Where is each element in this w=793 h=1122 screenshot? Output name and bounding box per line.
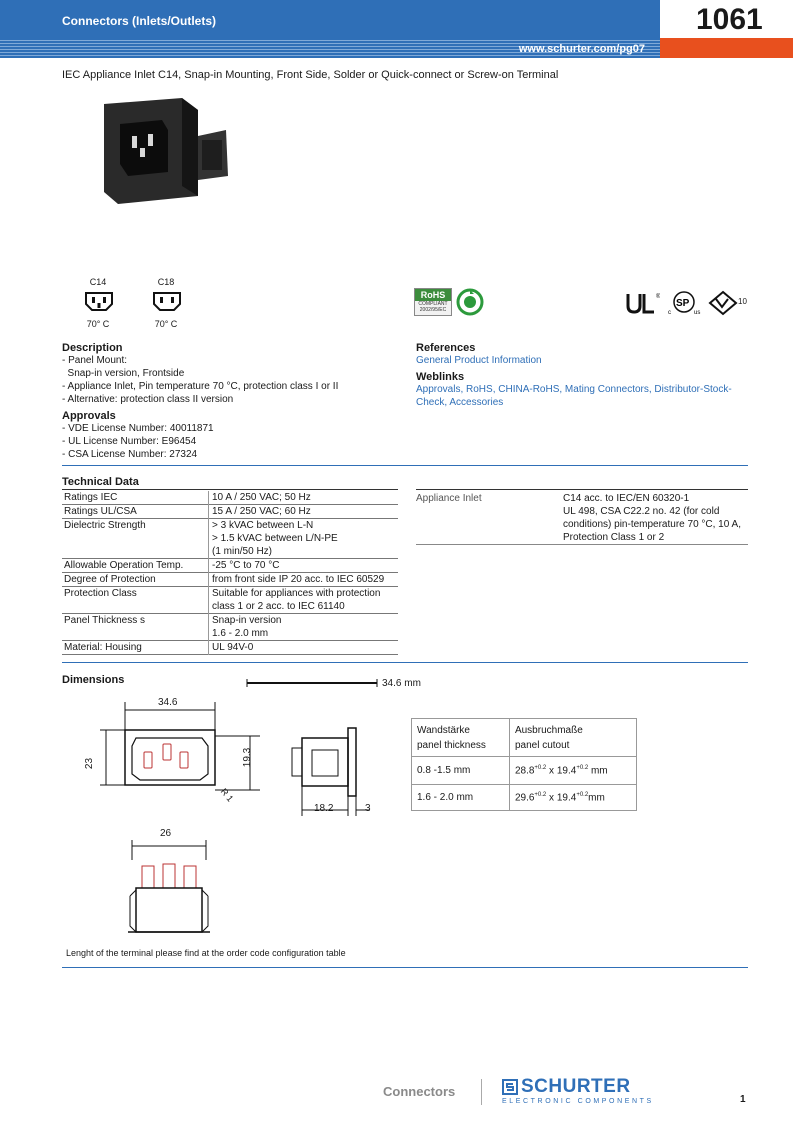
- table-cell: [509, 785, 636, 811]
- appliance-inlet-label: Appliance Inlet: [416, 493, 482, 504]
- table-cell: [509, 757, 636, 785]
- tech-label: Degree of Protection: [64, 574, 156, 585]
- pin-c18-name: C18: [157, 277, 175, 287]
- tech-label: Ratings UL/CSA: [64, 506, 137, 517]
- ul-recognized-icon: [624, 290, 660, 316]
- dim-flange: 3: [365, 803, 371, 814]
- vde-icon: [708, 290, 738, 316]
- appliance-inlet-value: Protection Class 1 or 2: [563, 532, 665, 543]
- dim-depth: 18.2: [314, 803, 334, 814]
- description-line: - Alternative: protection class II version: [62, 394, 234, 405]
- cutout-height: x 19.4: [546, 792, 577, 804]
- section-divider: [62, 465, 748, 466]
- dim-bottom-width: 26: [160, 828, 172, 839]
- tech-label: Allowable Operation Temp.: [64, 560, 184, 571]
- tech-right-row-rule: [416, 544, 748, 545]
- technical-data-title: Technical Data: [62, 476, 139, 488]
- dimensions-title: Dimensions: [62, 674, 125, 686]
- tech-value: (1 min/50 Hz): [212, 546, 273, 557]
- tech-header-rule: [62, 489, 398, 490]
- description-line: Snap-in version, Frontside: [62, 368, 185, 379]
- header-en: panel thickness: [417, 739, 486, 751]
- tech-value: UL 94V-0: [212, 642, 254, 653]
- cutout-width: 28.8: [514, 765, 535, 777]
- cutout-height: x 19.4: [546, 765, 577, 777]
- schurter-logo-icon: [502, 1079, 518, 1095]
- product-subtitle: IEC Appliance Inlet C14, Snap-in Mounting, Front Side, Solder or Quick-connect or Screw-on Terminal: [62, 69, 559, 81]
- dim-width: 34.6: [158, 697, 178, 708]
- pin-c14-temp: 70° C: [86, 319, 110, 329]
- scale-label: 34.6 mm: [382, 678, 421, 689]
- approval-line: - VDE License Number: 40011871: [62, 423, 214, 434]
- description-title: Description: [62, 342, 123, 354]
- tolerance: +0.2: [576, 791, 589, 798]
- rohs-badge-title: RoHS: [415, 289, 451, 301]
- tolerance: +0.2: [534, 791, 547, 798]
- svg-text:SP: SP: [676, 298, 690, 309]
- header-accent: [660, 38, 793, 58]
- tech-value: from front side IP 20 acc. to IEC 60529: [212, 574, 385, 585]
- tech-label: Material: Housing: [64, 642, 142, 653]
- scale-bar: [246, 677, 378, 689]
- dimension-drawing: [60, 690, 390, 950]
- rohs-badge: [414, 288, 452, 316]
- description-line: - Appliance Inlet, Pin temperature 70 °C, protection class I or II: [62, 381, 339, 392]
- page-number: 1: [740, 1094, 746, 1105]
- weblinks-line-2[interactable]: Check, Accessories: [416, 397, 504, 408]
- table-header-cell: [412, 719, 510, 757]
- dim-cutout-height: 19.3: [242, 747, 254, 768]
- series-number: 1061: [660, 0, 793, 38]
- approvals-title: Approvals: [62, 410, 116, 422]
- section-divider: [62, 967, 748, 968]
- tolerance: +0.2: [534, 764, 547, 771]
- header-de: Ausbruchmaße: [514, 724, 583, 736]
- csa-us-icon: [668, 290, 704, 316]
- china-rohs-icon: [456, 288, 484, 316]
- tech-label: Dielectric Strength: [64, 520, 146, 531]
- cutout-unit: mm: [588, 765, 608, 777]
- footer-section-label: Connectors: [383, 1084, 456, 1099]
- appliance-inlet-value: C14 acc. to IEC/EN 60320-1: [563, 493, 690, 504]
- rohs-badge-compliant: COMPLIANT: [418, 301, 448, 307]
- tech-label: Ratings IEC: [64, 492, 118, 503]
- footer-divider: [481, 1079, 482, 1105]
- terminal-length-note: Lenght of the terminal please find at the order code configuration table: [66, 948, 346, 958]
- appliance-inlet-value: UL 498, CSA C22.2 no. 42 (for cold: [563, 506, 720, 517]
- tech-value: 1.6 - 2.0 mm: [212, 628, 269, 639]
- schurter-logo-subtitle: ELECTRONIC COMPONENTS: [502, 1098, 654, 1105]
- tech-right-header-rule: [416, 489, 748, 490]
- header-en: panel cutout: [514, 739, 570, 751]
- tech-label: Panel Thickness s: [64, 615, 145, 626]
- svg-text:us: us: [694, 310, 701, 316]
- table-cell: 1.6 - 2.0 mm: [412, 785, 510, 811]
- product-image: [98, 96, 230, 208]
- c18-pin-icon: [150, 290, 184, 312]
- tech-value: Suitable for appliances with protection: [212, 588, 381, 599]
- vde-number: 10: [738, 297, 747, 306]
- panel-cutout-table: [411, 718, 637, 811]
- header-url-link[interactable]: www.schurter.com/pg07: [518, 43, 645, 55]
- approval-line: - UL License Number: E96454: [62, 436, 197, 447]
- pin-c14-name: C14: [89, 277, 107, 287]
- general-product-info-link[interactable]: General Product Information: [416, 355, 542, 366]
- pin-c18-temp: 70° C: [154, 319, 178, 329]
- tech-column-divider: [208, 491, 209, 655]
- table-cell: 0.8 -1.5 mm: [412, 757, 510, 785]
- tolerance: +0.2: [576, 764, 589, 771]
- rohs-badge-directive: 2002/95/EC: [419, 307, 447, 313]
- svg-text:c: c: [668, 310, 671, 316]
- description-line: - Panel Mount:: [62, 355, 128, 366]
- approval-line: - CSA License Number: 27324: [62, 449, 198, 460]
- weblinks-title: Weblinks: [416, 371, 465, 383]
- tech-value: > 1.5 kVAC between L/N-PE: [212, 533, 338, 544]
- svg-text:®: ®: [656, 294, 660, 300]
- tech-label: Protection Class: [64, 588, 137, 599]
- section-divider: [62, 662, 748, 663]
- c14-pin-icon: [82, 290, 116, 312]
- dim-radius: R 1: [218, 786, 236, 804]
- tech-value: -25 °C to 70 °C: [212, 560, 280, 571]
- dim-height: 23: [84, 757, 96, 770]
- table-header-cell: [509, 719, 636, 757]
- tech-value: Snap-in version: [212, 615, 282, 626]
- weblinks-line-1[interactable]: Approvals, RoHS, CHINA-RoHS, Mating Connectors, Distributor-Stock-: [416, 384, 732, 395]
- tech-value: 15 A / 250 VAC; 60 Hz: [212, 506, 311, 517]
- category-title: Connectors (Inlets/Outlets): [62, 14, 217, 28]
- tech-value: 10 A / 250 VAC; 50 Hz: [212, 492, 311, 503]
- references-title: References: [416, 342, 476, 354]
- tech-value: > 3 kVAC between L-N: [212, 520, 314, 531]
- cutout-width: 29.6: [514, 792, 535, 804]
- cutout-unit: mm: [588, 792, 605, 804]
- tech-value: class 1 or 2 acc. to IEC 61140: [212, 601, 345, 612]
- appliance-inlet-value: conditions) pin-temperature 70 °C, 10 A,: [563, 519, 741, 530]
- header-de: Wandstärke: [417, 724, 470, 736]
- schurter-logo: SCHURTER: [521, 1076, 631, 1097]
